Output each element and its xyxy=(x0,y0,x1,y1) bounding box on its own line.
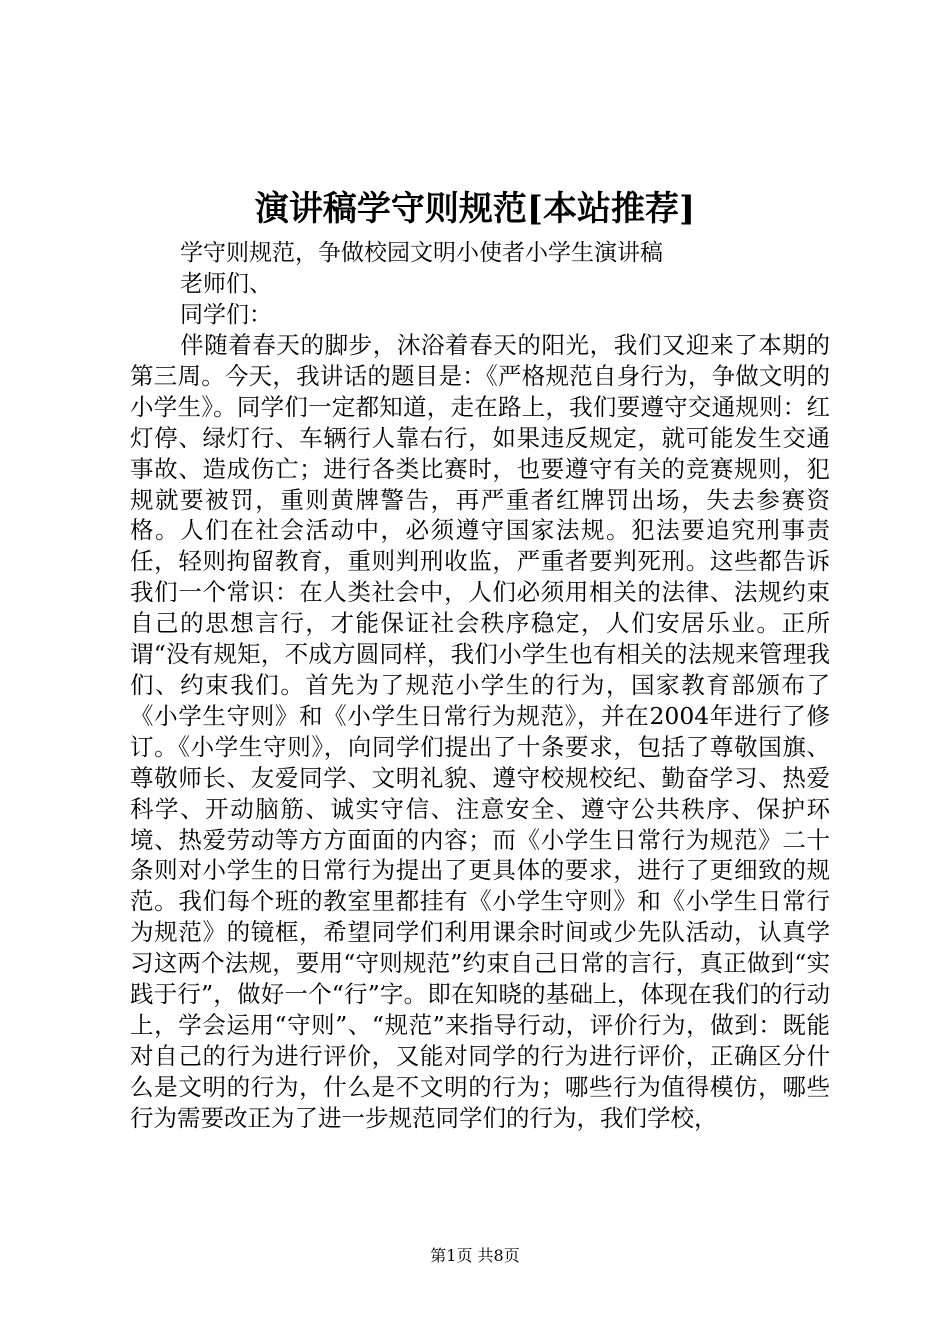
body-paragraph: 伴随着春天的脚步，沐浴着春天的阳光，我们又迎来了本期的第三周。今天，我讲话的题目是：《严格规范自身行为，争做文明的小学生》。同学们一定都知道，走在路上，我们要遵守交通规则：红灯停、绿灯行、车辆行人靠右行，如果违反规定，就可能发生交通事故、造成伤亡；进行各类比赛时，也要遵守有关的竞赛规则，犯规就要被罚，重则黄牌警告，再严重者红牌罚出场，失去参赛资格。人们在社会活动中，必须遵守国家法规。犯法要追究刑事责任，轻则拘留教育，重则判刑收监，严重者要判死刑。这些都告诉我们一个常识：在人类社会中，人们必须用相关的法律、法规约束自己的思想言行，才能保证社会秩序稳定，人们安居乐业。正所谓“没有规矩，不成方圆同样，我们小学生也有相关的法规来管理我们、约束我们。首先为了规范小学生的行为，国家教育部颁布了《小学生守则》和《小学生日常行为规范》，并在2004年进行了修订。《小学生守则》，向同学们提出了十条要求，包括了尊敬国旗、尊敬师长、友爱同学、文明礼貌、遵守校规校纪、勤奋学习、热爱科学、开动脑筋、诚实守信、注意安全、遵守公共秩序、保护环境、热爱劳动等方方面面的内容；而《小学生日常行为规范》二十条则对小学生的日常行为提出了更具体的要求，进行了更细致的规范。我们每个班的教室里都挂有《小学生守则》和《小学生日常行为规范》的镜框，希望同学们利用课余时间或少先队活动，认真学习这两个法规，要用“守则规范”约束自己日常的言行，真正做到“实践于行”，做好一个“行”字。即在知晓的基础上，体现在我们的行动上，学会运用“守则”、“规范”来指导行动，评价行为，做到：既能对自己的行为进行评价，又能对同学的行为进行评价，正确区分什么是文明的行为，什么是不文明的行为；哪些行为值得模仿，哪些行为需要改正为了进一步规范同学们的行为，我们学校， xyxy=(130,331,830,1132)
page-number-footer: 第1页 共8页 xyxy=(430,1246,520,1265)
intro-line-greeting-teachers: 老师们、 xyxy=(180,271,272,297)
intro-line-greeting-students: 同学们： xyxy=(180,302,272,328)
document-title: 演讲稿学守则规范[本站推荐] xyxy=(254,189,696,229)
intro-line-subtitle: 学守则规范，争做校园文明小使者小学生演讲稿 xyxy=(180,240,663,266)
